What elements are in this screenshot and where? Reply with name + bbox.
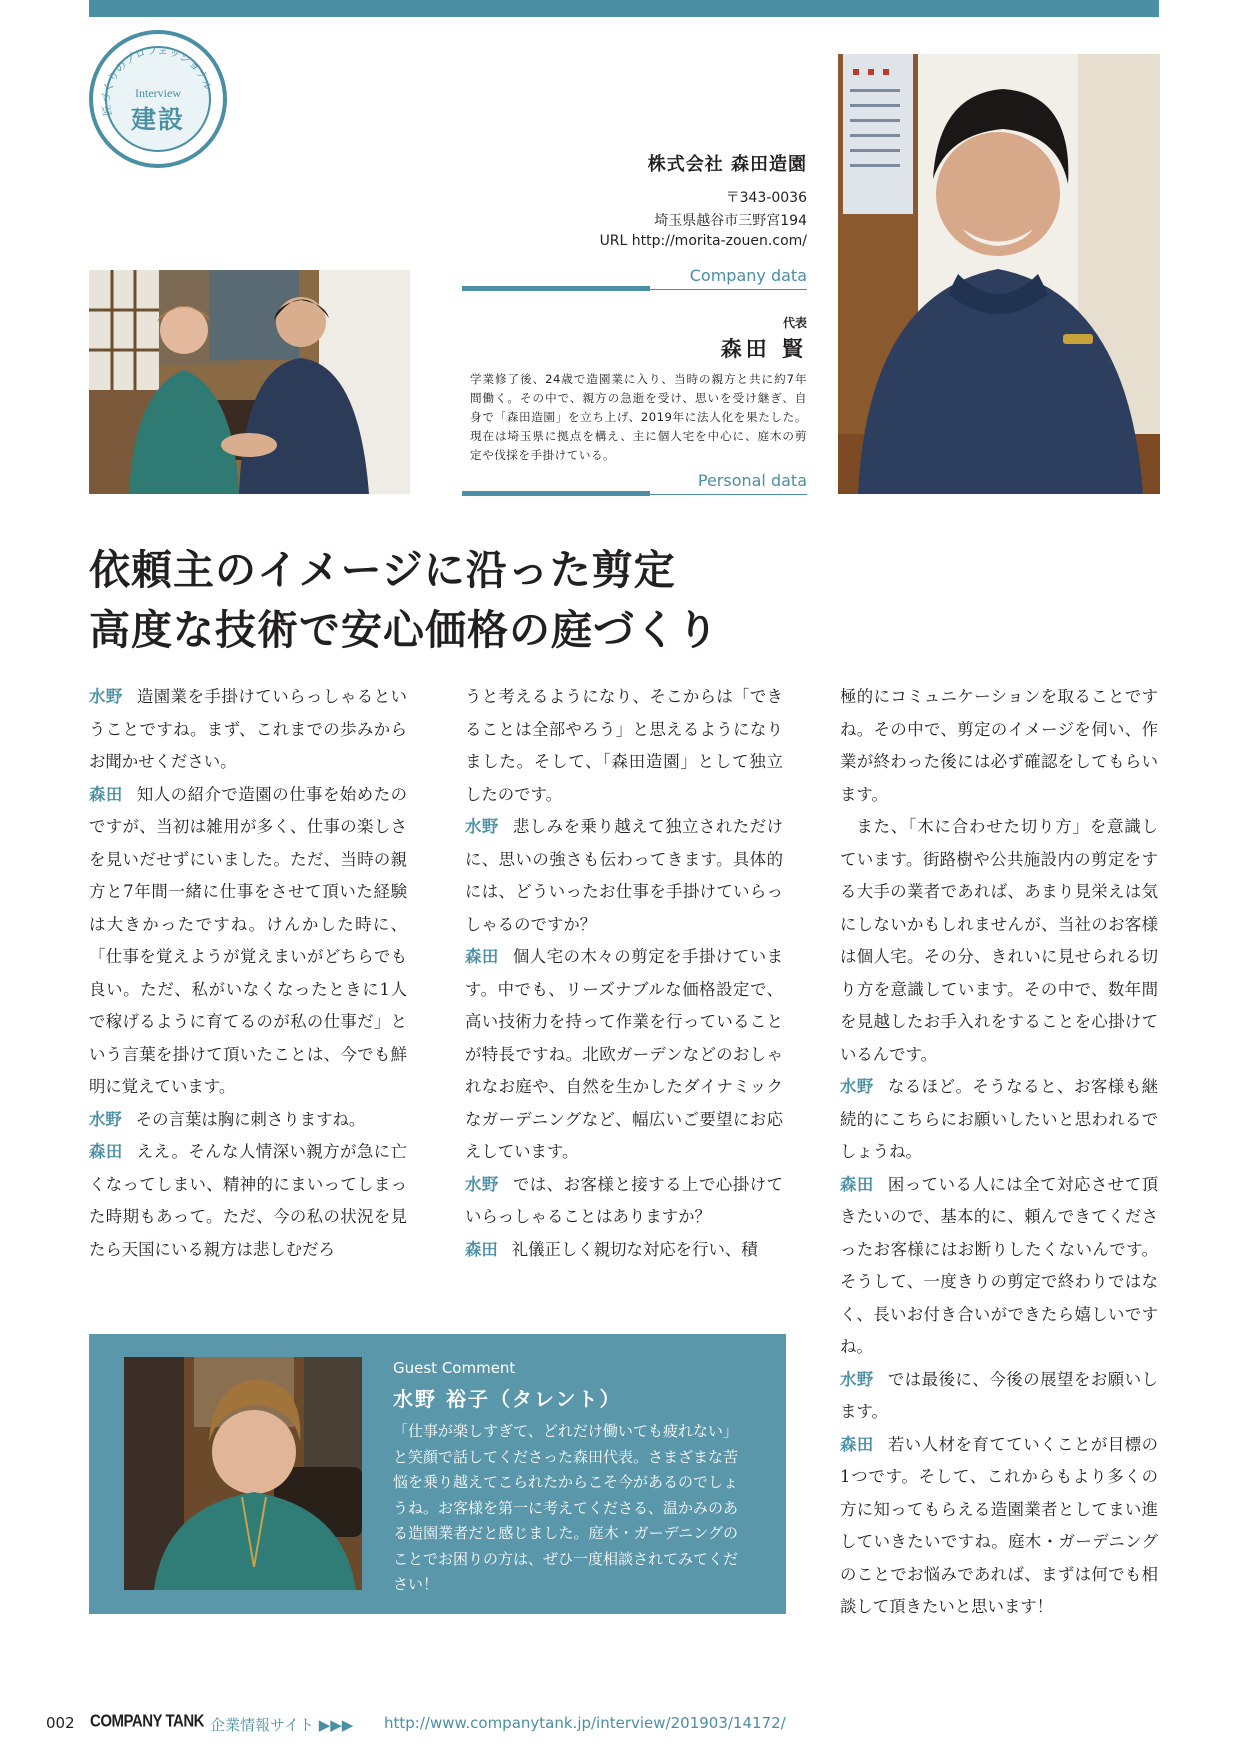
dialogue-paragraph: [840, 1429, 1158, 1624]
dialogue-text: 個人宅の木々の剪定を手掛けています。中でも、リーズナブルな価格設定で、高い技術力を持って作業を行っていることが特長ですね。北欧ガーデンなどのおしゃれなお庭や、自然を生かしたダイナミックなガーデニングなど、幅広いご要望にお応えしています。: [465, 947, 784, 1161]
dialogue-text: その言葉は胸に刺さりますね。: [135, 1109, 366, 1129]
dialogue-text: また、「木に合わせた切り方」を意識しています。街路樹や公共施設内の剪定をする大手の業者であれば、あまり見栄えは気にしないかもしれませんが、当社のお客様は個人宅。その分、きれいに見せられる切り方を意識しています。その中で、数年間を見越したお手入れをすることを心掛けているんです。: [840, 817, 1158, 1064]
speaker-label: 水野: [840, 1077, 874, 1096]
speaker-label: 森田: [89, 784, 123, 804]
dialogue-paragraph: [465, 681, 783, 811]
dialogue-text: うと考えるようになり、そこからは「できることは全部やろう」と思えるようになりました。そして、「森田造園」として独立したのです。: [465, 687, 783, 804]
dialogue-paragraph: [465, 1169, 783, 1234]
headline-line-2: 高度な技術で安心価格の庭づくり: [89, 606, 719, 654]
speaker-label: 森田: [89, 1142, 123, 1161]
representative-role: 代表: [782, 316, 807, 330]
dialogue-paragraph: [840, 1364, 1158, 1429]
dialogue-text: 悲しみを乗り越えて独立されただけに、思いの強さも伝わってきます。具体的には、どういったお仕事を手掛けていらっしゃるのですか？: [465, 817, 784, 934]
dialogue-paragraph: [840, 811, 1158, 1071]
footer-url-link[interactable]: http://www.companytank.jp/interview/201903/14172/: [384, 1714, 786, 1732]
article-headline: [89, 540, 989, 660]
company-data-label: Company data: [689, 266, 807, 285]
dialogue-text: では最後に、今後の展望をお願いします。: [840, 1369, 1159, 1421]
dialogue-paragraph: [89, 1104, 407, 1137]
footer-site-label: 企業情報サイト ▶▶▶: [210, 1716, 354, 1734]
interview-badge: [89, 30, 227, 168]
article-column-3: [840, 681, 1158, 1624]
speaker-label: 水野: [89, 1109, 122, 1129]
guest-name: 水野 裕子（タレント）: [393, 1387, 622, 1411]
company-data-rule: [462, 286, 807, 291]
representative-name: 森田 賢: [720, 337, 807, 361]
speaker-label: 水野: [89, 687, 123, 706]
dialogue-text: 礼儀正しく親切な対応を行い、積: [511, 1239, 758, 1259]
speaker-label: 水野: [465, 1174, 499, 1194]
guest-comment-title: Guest Comment: [393, 1359, 516, 1377]
page-number: 002: [46, 1714, 75, 1732]
guest-comment-text: 「仕事が楽しすぎて、どれだけ働いても疲れない」と笑顔で話してくださった森田代表。さまざまな苦悩を乗り越えてこられたからこそ今があるのでしょうね。お客様を第一に考えてくださる、温かみのある造園業者だと感じました。庭木・ガーデニングのことでお困りの方は、ぜひ一度相談されてみてください！: [393, 1422, 739, 1593]
speaker-label: 森田: [840, 1434, 874, 1454]
dialogue-text: 造園業を手掛けていらっしゃるということですね。まず、これまでの歩みからお聞かせください。: [89, 687, 408, 771]
headline-line-1: 依頼主のイメージに沿った剪定: [89, 546, 676, 594]
personal-data-rule: [462, 491, 807, 496]
speaker-label: 森田: [465, 947, 499, 966]
article-column-2: [465, 681, 783, 1266]
dialogue-paragraph: [89, 681, 407, 779]
guest-portrait-photo: [124, 1357, 362, 1590]
personal-data-label: Personal data: [697, 471, 807, 490]
speaker-label: 水野: [840, 1369, 874, 1389]
dialogue-paragraph: [840, 1071, 1158, 1169]
speaker-label: 森田: [840, 1174, 874, 1194]
badge-arc-label: 匠づくりのプロフェッショナル: [99, 44, 215, 117]
dialogue-text: 困っている人には全て対応させて頂きたいので、基本的に、頼んできてくださったお客様にはお断りしたくないんです。そうして、一度きりの剪定で終わりではなく、長いお付き合いができたら嬉しいですね。: [840, 1174, 1159, 1356]
badge-category-label: 建設: [130, 105, 185, 134]
speaker-label: 森田: [465, 1239, 498, 1259]
speaker-label: 水野: [465, 817, 499, 836]
dialogue-text: ええ。そんな人情深い親方が急に亡くなってしまい、精神的にまいってしまった時期もあって。ただ、今の私の状況を見たら天国にいる親方は悲しむだろ: [89, 1142, 408, 1259]
dialogue-paragraph: [89, 779, 407, 1104]
dialogue-paragraph: [465, 1234, 783, 1267]
company-name: 株式会社 森田造園: [647, 154, 807, 175]
dialogue-text: 極的にコミュニケーションを取ることですね。その中で、剪定のイメージを伺い、作業が終わった後には必ず確認をしてもらいます。: [840, 687, 1158, 804]
dialogue-text: 知人の紹介で造園の仕事を始めたのですが、当初は雑用が多く、仕事の楽しさを見いだせずにいました。ただ、当時の親方と7年間一緒に仕事をさせて頂いた経験は大きかったですね。けんかした時に、「仕事を覚えようが覚えまいがどちらでも良い。ただ、私がいなくなったときに1人で稼げるように育てるのが私の仕事だ」という言葉を掛けて頂いたことは、今でも鮮明に覚えています。: [89, 784, 408, 1096]
dialogue-paragraph: [89, 1136, 407, 1266]
dialogue-text: 若い人材を育てていくことが目標の1つです。そして、これからもより多くの方に知ってもらえる造園業者としてまい進していきたいですね。庭木・ガーデニングのことでお悩みであれば、まずは何でも相談して頂きたいと思います！: [840, 1434, 1159, 1616]
dialogue-text: なるほど。そうなると、お客様も継続的にこちらにお願いしたいと思われるでしょうね。: [840, 1077, 1159, 1161]
company-postal-code: 〒343-0036: [725, 190, 807, 206]
badge-interview-label: Interview: [135, 86, 181, 100]
dialogue-paragraph: [465, 941, 783, 1169]
company-address: 埼玉県越谷市三野宮194: [654, 213, 807, 229]
company-tank-logo: COMPANY TANK: [90, 1711, 204, 1732]
dialogue-paragraph: [840, 1169, 1158, 1364]
dialogue-paragraph: [840, 681, 1158, 811]
dialogue-paragraph: [465, 811, 783, 941]
top-accent-bar: [89, 0, 1159, 17]
dialogue-text: では、お客様と接する上で心掛けていらっしゃることはありますか？: [465, 1174, 784, 1226]
article-column-1: [89, 681, 407, 1266]
interview-photo-two-people: [89, 270, 410, 494]
representative-bio: 学業修了後、24歳で造園業に入り、当時の親方と共に約7年間働く。その中で、親方の急逝を受け、思いを受け継ぎ、自身で「森田造園」を立ち上げ、2019年に法人化を果たした。現在は埼玉県に拠点を構え、主に個人宅を中心に、庭木の剪定や伐採を手掛けている。: [470, 372, 807, 462]
representative-portrait-photo: [838, 54, 1160, 494]
company-url[interactable]: URL http://morita-zouen.com/: [599, 233, 807, 249]
